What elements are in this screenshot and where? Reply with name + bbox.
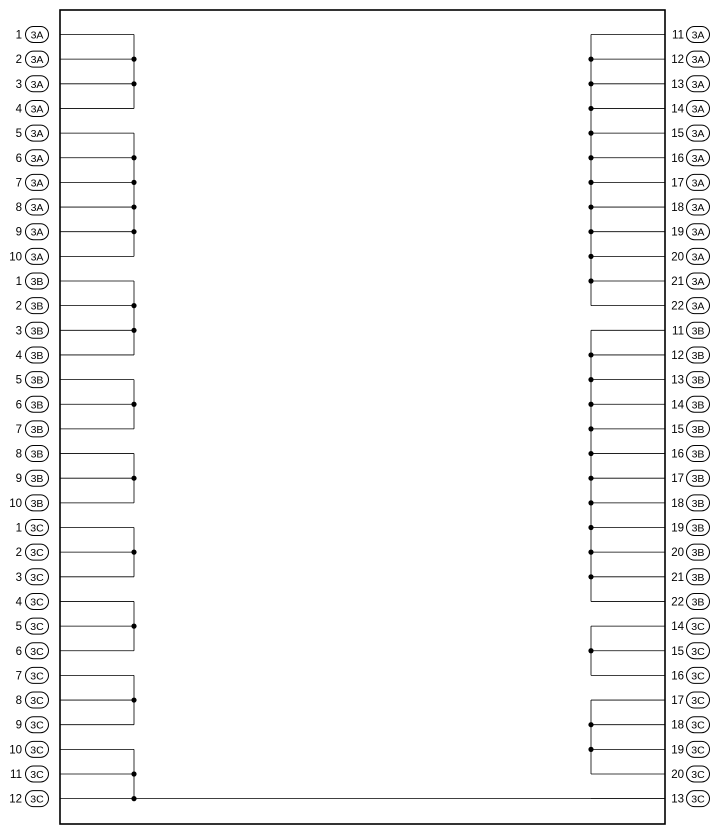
connector-label: 3B	[691, 522, 705, 535]
right-pin	[671, 544, 709, 560]
splice-dot	[131, 402, 136, 407]
connector-label: 3B	[691, 423, 705, 436]
connector-label: 3A	[691, 78, 705, 91]
pin-number: 20	[671, 769, 684, 781]
connector-label: 3B	[691, 596, 705, 609]
pin-number: 4	[15, 596, 22, 609]
splice-dot	[588, 500, 593, 505]
splice-dot	[131, 328, 136, 333]
left-pin	[16, 593, 49, 609]
splice-dot	[131, 476, 136, 481]
left-pin	[16, 544, 49, 560]
pin-number: 11	[10, 769, 22, 781]
pin-number: 13	[671, 793, 684, 806]
splice-dot	[131, 550, 136, 555]
connector-label: 3A	[30, 251, 44, 264]
left-pin	[16, 322, 49, 338]
right-pin	[671, 495, 709, 511]
pin-number: 7	[15, 423, 22, 436]
connector-label: 3B	[30, 423, 44, 436]
pin-number: 8	[15, 202, 22, 215]
connector-label: 3A	[30, 78, 44, 91]
connector-label: 3A	[30, 54, 44, 67]
pin-number: 3	[15, 78, 22, 91]
left-pin	[16, 125, 49, 141]
left-pin	[9, 495, 48, 511]
pin-number: 14	[671, 399, 684, 412]
connector-label: 3C	[691, 769, 705, 781]
connector-label: 3C	[30, 522, 44, 535]
splice-dot	[588, 722, 593, 727]
pin-number: 18	[671, 497, 684, 510]
pin-number: 2	[15, 300, 22, 313]
connector-label: 3A	[30, 226, 44, 239]
splice-dot	[588, 180, 593, 185]
pin-number: 14	[671, 103, 684, 116]
left-pin	[16, 396, 49, 412]
connector-label: 3A	[691, 103, 705, 116]
pin-number: 19	[671, 226, 684, 239]
junction-block-border	[60, 10, 665, 824]
splice-dot	[588, 377, 593, 382]
left-pin	[16, 51, 49, 67]
left-pin	[16, 347, 49, 363]
splice-dot	[588, 426, 593, 431]
right-pin	[671, 791, 709, 807]
pin-number: 6	[15, 152, 22, 165]
splice-dot	[588, 525, 593, 530]
pin-number: 13	[671, 78, 684, 91]
pin-number: 17	[671, 473, 684, 486]
right-pin	[671, 248, 709, 264]
splice-dot	[588, 57, 593, 62]
connector-label: 3C	[30, 744, 44, 757]
pin-number: 4	[15, 103, 22, 116]
pin-number: 14	[671, 621, 684, 634]
splice-dot	[588, 574, 593, 579]
pin-number: 11	[672, 325, 684, 338]
splice-dot	[588, 204, 593, 209]
splice-dot	[131, 204, 136, 209]
right-pin	[671, 766, 709, 782]
connector-label: 3A	[30, 29, 44, 42]
left-pin	[16, 520, 49, 536]
left-pin	[16, 470, 49, 486]
connector-label: 3B	[30, 276, 44, 288]
left-pin	[9, 248, 48, 264]
left-pin	[9, 741, 48, 757]
connector-label: 3C	[691, 645, 705, 658]
connector-label: 3C	[691, 744, 705, 757]
connector-label: 3A	[691, 202, 705, 215]
right-pin	[671, 273, 709, 289]
connector-label: 3B	[691, 547, 705, 560]
connector-label: 3C	[30, 769, 44, 781]
connector-label: 3A	[691, 29, 705, 42]
connector-label: 3A	[30, 103, 44, 116]
pin-number: 2	[15, 547, 22, 560]
right-pin	[672, 322, 709, 338]
pin-number: 5	[15, 128, 22, 141]
pin-number: 5	[15, 374, 22, 387]
connector-label: 3B	[691, 497, 705, 510]
right-pin	[671, 100, 709, 116]
right-pin	[671, 692, 709, 708]
right-pin	[671, 643, 709, 659]
left-pin	[16, 421, 49, 437]
pin-number: 22	[671, 596, 684, 609]
left-pin	[16, 446, 49, 462]
connector-label: 3C	[691, 719, 705, 732]
right-pin	[672, 27, 709, 43]
connector-label: 3B	[691, 349, 705, 362]
splice-dot	[588, 476, 593, 481]
left-pin	[16, 199, 49, 215]
pin-number: 2	[15, 54, 22, 67]
pin-number: 17	[671, 695, 684, 708]
connector-label: 3C	[30, 719, 44, 732]
pin-number: 9	[15, 719, 22, 732]
connector-label: 3C	[691, 621, 705, 634]
connector-label: 3B	[30, 473, 44, 486]
connector-label: 3C	[30, 670, 44, 683]
connector-label: 3B	[30, 349, 44, 362]
splice-layer	[131, 57, 593, 802]
left-pin	[16, 667, 49, 683]
pin-number: 21	[671, 276, 684, 288]
right-pin	[671, 224, 709, 240]
pin-number: 18	[671, 202, 684, 215]
splice-dot	[131, 624, 136, 629]
pin-number: 5	[15, 621, 22, 634]
connector-label: 3A	[691, 54, 705, 67]
pin-number: 9	[15, 473, 22, 486]
splice-dot	[588, 106, 593, 111]
connector-label: 3C	[30, 621, 44, 634]
connector-label: 3B	[30, 497, 44, 510]
splice-dot	[588, 451, 593, 456]
pin-number: 21	[671, 571, 684, 584]
connector-label: 3A	[30, 202, 44, 215]
left-pin	[16, 717, 49, 733]
connector-label: 3C	[30, 793, 44, 806]
splice-dot	[588, 229, 593, 234]
pin-number: 10	[9, 744, 22, 757]
right-pin	[671, 347, 709, 363]
splice-dot	[131, 771, 136, 776]
right-pin	[671, 520, 709, 536]
right-pin	[671, 199, 709, 215]
right-pin-column	[671, 27, 709, 807]
splice-dot	[588, 648, 593, 653]
pin-number: 13	[671, 374, 684, 387]
pin-number: 3	[15, 325, 22, 338]
left-pin	[16, 76, 49, 92]
connector-label: 3A	[30, 128, 44, 141]
left-pin	[16, 100, 49, 116]
pin-number: 6	[15, 645, 22, 658]
pin-number: 16	[671, 448, 684, 461]
pin-number: 8	[15, 695, 22, 708]
splice-dot	[131, 796, 136, 801]
left-pin	[16, 298, 49, 314]
pin-number: 10	[9, 251, 22, 264]
pin-number: 19	[671, 522, 684, 535]
pin-number: 15	[671, 423, 684, 436]
connector-label: 3C	[30, 695, 44, 708]
splice-dot	[131, 155, 136, 160]
connector-label: 3B	[691, 473, 705, 486]
pin-number: 15	[671, 645, 684, 658]
pin-number: 20	[671, 547, 684, 560]
pin-number: 4	[15, 349, 22, 362]
connector-label: 3A	[691, 152, 705, 165]
connector-label: 3A	[691, 128, 705, 141]
right-pin	[671, 717, 709, 733]
connector-label: 3C	[30, 645, 44, 658]
left-pin	[16, 27, 49, 43]
right-pin	[671, 421, 709, 437]
pin-number: 9	[15, 226, 22, 239]
pin-number: 7	[15, 670, 22, 683]
connector-label: 3B	[691, 448, 705, 461]
right-pin	[671, 618, 709, 634]
right-pin	[671, 76, 709, 92]
right-pin	[671, 741, 709, 757]
pin-number: 12	[671, 54, 684, 67]
splice-dot	[588, 550, 593, 555]
right-pin	[671, 593, 709, 609]
splice-dot	[588, 747, 593, 752]
pin-number: 12	[9, 793, 22, 806]
left-pin	[16, 692, 49, 708]
right-pin	[671, 446, 709, 462]
left-pin	[16, 569, 49, 585]
connector-label: 3B	[691, 325, 705, 338]
splice-dot	[588, 352, 593, 357]
splice-dot	[588, 254, 593, 259]
connector-label: 3B	[30, 374, 44, 387]
wiring-layer	[60, 35, 665, 799]
pin-number: 18	[671, 719, 684, 732]
right-pin	[671, 125, 709, 141]
pin-number: 22	[671, 300, 684, 313]
left-pin-column	[9, 27, 48, 807]
pin-number: 1	[15, 29, 22, 42]
connector-label: 3C	[691, 695, 705, 708]
left-pin	[16, 224, 49, 240]
connector-label: 3C	[30, 596, 44, 609]
connector-label: 3A	[691, 251, 705, 264]
connector-label: 3B	[30, 399, 44, 412]
right-pin	[671, 470, 709, 486]
splice-dot	[588, 278, 593, 283]
right-pin	[671, 298, 709, 314]
connector-label: 3C	[30, 547, 44, 560]
pin-number: 15	[671, 128, 684, 141]
splice-dot	[588, 402, 593, 407]
splice-dot	[131, 180, 136, 185]
pin-number: 20	[671, 251, 684, 264]
connector-label: 3C	[691, 670, 705, 683]
connector-label: 3A	[30, 177, 44, 190]
left-pin	[16, 273, 49, 289]
pin-number: 17	[671, 177, 684, 190]
connector-label: 3A	[691, 226, 705, 239]
connector-label: 3B	[691, 399, 705, 412]
pin-number: 8	[15, 448, 22, 461]
splice-dot	[131, 81, 136, 86]
pin-number: 3	[15, 571, 22, 584]
pin-number: 7	[15, 177, 22, 190]
connector-label: 3C	[691, 793, 705, 806]
pin-number: 12	[671, 349, 684, 362]
connector-label: 3A	[691, 276, 705, 288]
left-pin	[16, 150, 49, 166]
pin-number: 19	[671, 744, 684, 757]
left-pin	[9, 791, 48, 807]
connector-label: 3B	[30, 300, 44, 313]
splice-dot	[588, 131, 593, 136]
right-pin	[671, 174, 709, 190]
right-pin	[671, 667, 709, 683]
pin-number: 11	[672, 29, 684, 42]
splice-dot	[131, 697, 136, 702]
right-pin	[671, 51, 709, 67]
right-pin	[671, 150, 709, 166]
pin-number: 16	[671, 670, 684, 683]
connector-label: 3C	[30, 571, 44, 584]
connector-label: 3B	[30, 325, 44, 338]
right-pin	[671, 396, 709, 412]
pin-number: 1	[15, 276, 22, 288]
connector-label: 3B	[691, 571, 705, 584]
right-pin	[671, 569, 709, 585]
pin-number: 16	[671, 152, 684, 165]
splice-dot	[131, 303, 136, 308]
right-pin	[671, 372, 709, 388]
splice-dot	[131, 229, 136, 234]
connector-label: 3A	[691, 177, 705, 190]
pin-number: 1	[15, 522, 22, 535]
connector-label: 3A	[30, 152, 44, 165]
left-pin	[16, 372, 49, 388]
pin-number: 10	[9, 497, 22, 510]
connector-label: 3B	[691, 374, 705, 387]
splice-dot	[131, 57, 136, 62]
left-pin	[16, 618, 49, 634]
left-pin	[16, 643, 49, 659]
left-pin	[16, 174, 49, 190]
pin-number: 6	[15, 399, 22, 412]
connector-label: 3B	[30, 448, 44, 461]
connector-label: 3A	[691, 300, 705, 313]
left-pin	[10, 766, 48, 782]
splice-dot	[588, 155, 593, 160]
splice-dot	[588, 81, 593, 86]
